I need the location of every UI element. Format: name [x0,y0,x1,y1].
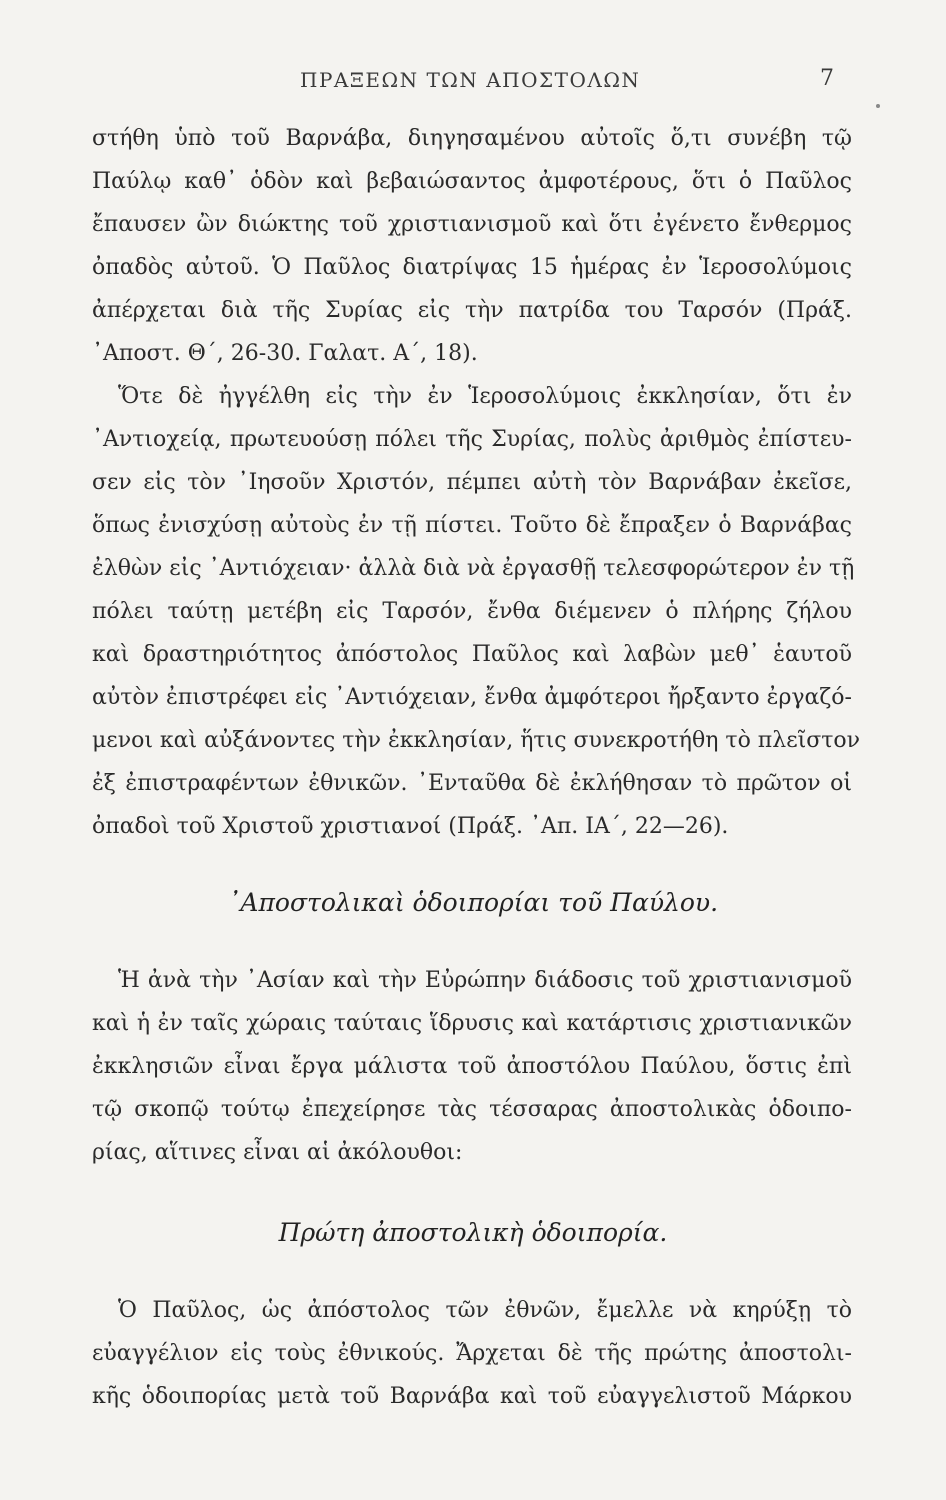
text-line: στήθη ὑπὸ τοῦ Βαρνάβα, διηγησαμένου αὐτοῖς ὅ,τι συνέβη τῷ [92,126,852,151]
text-line: ἐλθὼν εἰς ᾽Αντιόχειαν· ἀλλὰ διὰ νὰ ἐργασθῇ τελεσφορώτερον ἐν τῇ [92,556,855,581]
text-line: Ὁ Παῦλος, ὡς ἀπόστολος τῶν ἐθνῶν, ἔμελλε νὰ κηρύξῃ τὸ [118,1298,852,1323]
text-line: ἐκκλησιῶν εἶναι ἔργα μάλιστα τοῦ ἀποστόλου Παύλου, ὅστις ἐπὶ [92,1054,852,1079]
text-line: Παύλῳ καθ᾽ ὁδὸν καὶ βεβαιώσαντος ἀμφοτέρους, ὅτι ὁ Παῦλος [92,169,852,194]
running-head: ΠΡΑΞΕΩΝ ΤΩΝ ΑΠΟΣΤΟΛΩΝ [300,68,641,92]
text-line: καὶ ἡ ἐν ταῖς χώραις ταύταις ἵδρυσις καὶ κατάρτισις χριστιανικῶν [92,1011,852,1036]
text-line: σεν εἰς τὸν ᾽Ιησοῦν Χριστόν, πέμπει αὐτὴ τὸν Βαρνάβαν ἐκεῖσε, [92,470,852,495]
text-line: καὶ δραστηριότητος ἀπόστολος Παῦλος καὶ λαβὼν μεθ᾽ ἑαυτοῦ [92,642,852,667]
text-line: ᾽Αποστ. Θ΄, 26-30. Γαλατ. Α΄, 18). [92,341,478,366]
text-line: ἔπαυσεν ὢν διώκτης τοῦ χριστιανισμοῦ καὶ ὅτι ἐγένετο ἔνθερμος [92,212,852,237]
text-line: ρίας, αἵτινες εἶναι αἱ ἀκόλουθοι: [92,1140,463,1165]
text-line: τῷ σκοπῷ τούτῳ ἐπεχείρησε τὰς τέσσαρας ἀποστολικὰς ὁδοιπο- [92,1097,852,1122]
text-line: αὐτὸν ἐπιστρέφει εἰς ᾽Αντιόχειαν, ἔνθα ἀμφότεροι ἤρξαντο ἐργαζό- [92,685,852,710]
text-line: ὀπαδοὶ τοῦ Χριστοῦ χριστιανοί (Πράξ. ᾽Απ. ΙΑ΄, 22—26). [92,814,729,839]
subsection-heading: Πρώτη ἀποστολικὴ ὁδοιπορία. [278,1218,668,1247]
text-line: ὀπαδὸς αὐτοῦ. Ὁ Παῦλος διατρίψας 15 ἡμέρας ἐν Ἱεροσολύμοις [92,255,852,280]
text-line: κῆς ὁδοιπορίας μετὰ τοῦ Βαρνάβα καὶ τοῦ εὐαγγελιστοῦ Μάρκου [92,1384,852,1409]
text-line: εὐαγγέλιον εἰς τοὺς ἐθνικούς. Ἄρχεται δὲ τῆς πρώτης ἀποστολι- [92,1341,852,1366]
text-line: Ἡ ἀνὰ τὴν ᾽Ασίαν καὶ τὴν Εὐρώπην διάδοσις τοῦ χριστιανισμοῦ [118,968,852,993]
text-line: μενοι καὶ αὐξάνοντες τὴν ἐκκλησίαν, ἥτις συνεκροτήθη τὸ πλεῖστον [92,728,861,753]
text-line: ἀπέρχεται διὰ τῆς Συρίας εἰς τὴν πατρίδα του Ταρσόν (Πράξ. [92,298,852,323]
print-speck [876,104,880,108]
page-number: 7 [820,66,834,91]
text-line: ᾽Αντιοχείᾳ, πρωτευούσῃ πόλει τῆς Συρίας, πολὺς ἀριθμὸς ἐπίστευ- [92,427,852,452]
section-heading: ᾽Αποστολικαὶ ὁδοιπορίαι τοῦ Παύλου. [227,888,719,917]
text-line: πόλει ταύτῃ μετέβη εἰς Ταρσόν, ἔνθα διέμενεν ὁ πλήρης ζήλου [92,599,852,624]
text-line: ὅπως ἐνισχύσῃ αὐτοὺς ἐν τῇ πίστει. Τοῦτο δὲ ἔπραξεν ὁ Βαρνάβας [92,513,852,538]
text-line: ἐξ ἐπιστραφέντων ἐθνικῶν. ᾽Ενταῦθα δὲ ἐκλήθησαν τὸ πρῶτον οἱ [92,771,852,796]
text-line: Ὅτε δὲ ἠγγέλθη εἰς τὴν ἐν Ἱεροσολύμοις ἐκκλησίαν, ὅτι ἐν [118,384,852,409]
